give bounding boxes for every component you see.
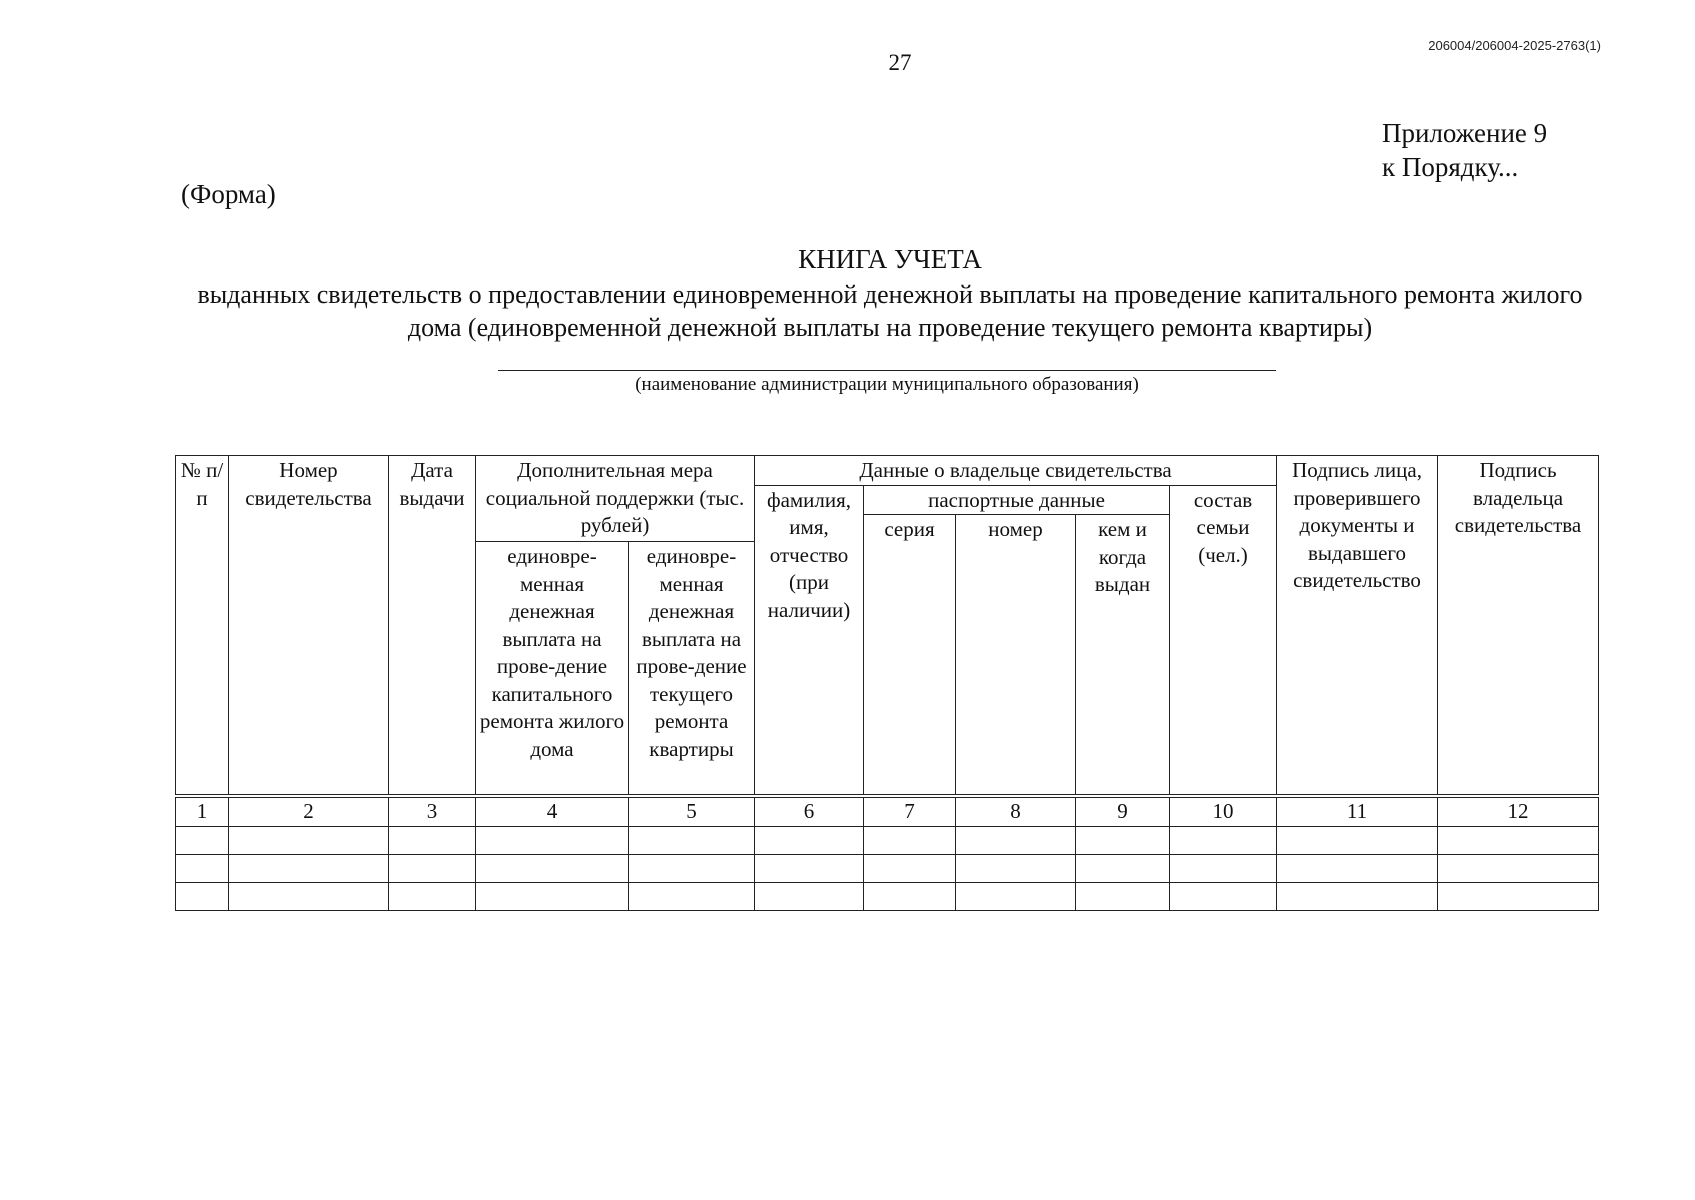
column-number: 8 [956,796,1076,826]
header-no: № п/п [176,456,229,796]
table-cell [229,882,389,910]
table-cell [864,826,956,854]
header-passport: паспортные данные [864,485,1170,515]
column-number: 9 [1076,796,1170,826]
header-owner-signature: Подпись владельца свидетельства [1438,456,1599,796]
table-cell [629,854,755,882]
column-number: 10 [1170,796,1277,826]
column-number: 2 [229,796,389,826]
table-cell [389,854,476,882]
form-label: (Форма) [181,179,276,209]
table-cell [1438,882,1599,910]
table-cell [629,826,755,854]
table-cell [476,854,629,882]
table-cell [1170,882,1277,910]
column-number-row [176,796,1599,826]
table-row [176,854,1599,882]
table-cell [1076,882,1170,910]
page-number: 27 [888,50,912,75]
table-cell [176,826,229,854]
header-number: номер [956,515,1076,796]
column-number: 5 [629,796,755,826]
table-cell [1170,826,1277,854]
appendix-block [1382,116,1547,184]
table-cell [755,882,864,910]
table-cell [1076,826,1170,854]
header-issue-date: Дата выдачи [389,456,476,796]
header-owner-data: Данные о владельце свидетельства [755,456,1277,486]
column-number: 11 [1277,796,1438,826]
column-number: 6 [755,796,864,826]
table-cell [176,854,229,882]
document-id: 206004/206004-2025-2763(1) [1428,38,1601,53]
column-number: 3 [389,796,476,826]
appendix-line-2: к Порядку... [1382,152,1519,182]
header-extra-measure: Дополнительная мера социальной поддержки (тыс. рублей) [476,456,755,542]
admin-name-blank-line [498,370,1276,371]
header-issued-by: кем и когда выдан [1076,515,1170,796]
table-cell [864,854,956,882]
table-cell [1438,854,1599,882]
header-full-name: фамилия, имя, отчество (при наличии) [755,485,864,796]
column-number: 4 [476,796,629,826]
admin-name-caption: (наименование администрации муниципального образования) [635,374,1139,395]
header-cert-number: Номер свидетельства [229,456,389,796]
table-cell [176,882,229,910]
table-cell [755,854,864,882]
table-cell [1277,882,1438,910]
table-cell [956,826,1076,854]
header-series: серия [864,515,956,796]
table-cell [229,826,389,854]
document-title: КНИГА УЧЕТА [798,244,982,274]
table-cell [476,826,629,854]
table-cell [755,826,864,854]
header-capital-repair: единовре-менная денежная выплата на прове-дение капитального ремонта жилого дома [476,542,629,796]
table-cell [1277,854,1438,882]
column-number: 7 [864,796,956,826]
table-cell [864,882,956,910]
table-cell [1438,826,1599,854]
registration-table [175,455,1599,911]
column-number: 1 [176,796,229,826]
document-subtitle: выданных свидетельств о предоставлении единовременной денежной выплаты на проведение капитального ремонта жилого дома (единовременной денежной выплаты на проведение текущего ремонта квартиры) [197,280,1583,342]
table-cell [956,854,1076,882]
table-cell [1076,854,1170,882]
column-number: 12 [1438,796,1599,826]
table-cell [229,854,389,882]
header-family: состав семьи (чел.) [1170,485,1277,796]
table-row [176,826,1599,854]
table-row [176,882,1599,910]
header-current-repair: единовре-менная денежная выплата на прове-дение текущего ремонта квартиры [629,542,755,796]
table-cell [389,882,476,910]
header-inspector-signature: Подпись лица, проверившего документы и выдавшего свидетельство [1277,456,1438,796]
table-cell [476,882,629,910]
table-cell [956,882,1076,910]
table-cell [389,826,476,854]
table-cell [1170,854,1277,882]
appendix-line-1: Приложение 9 [1382,118,1548,148]
table-cell [629,882,755,910]
table-cell [1277,826,1438,854]
